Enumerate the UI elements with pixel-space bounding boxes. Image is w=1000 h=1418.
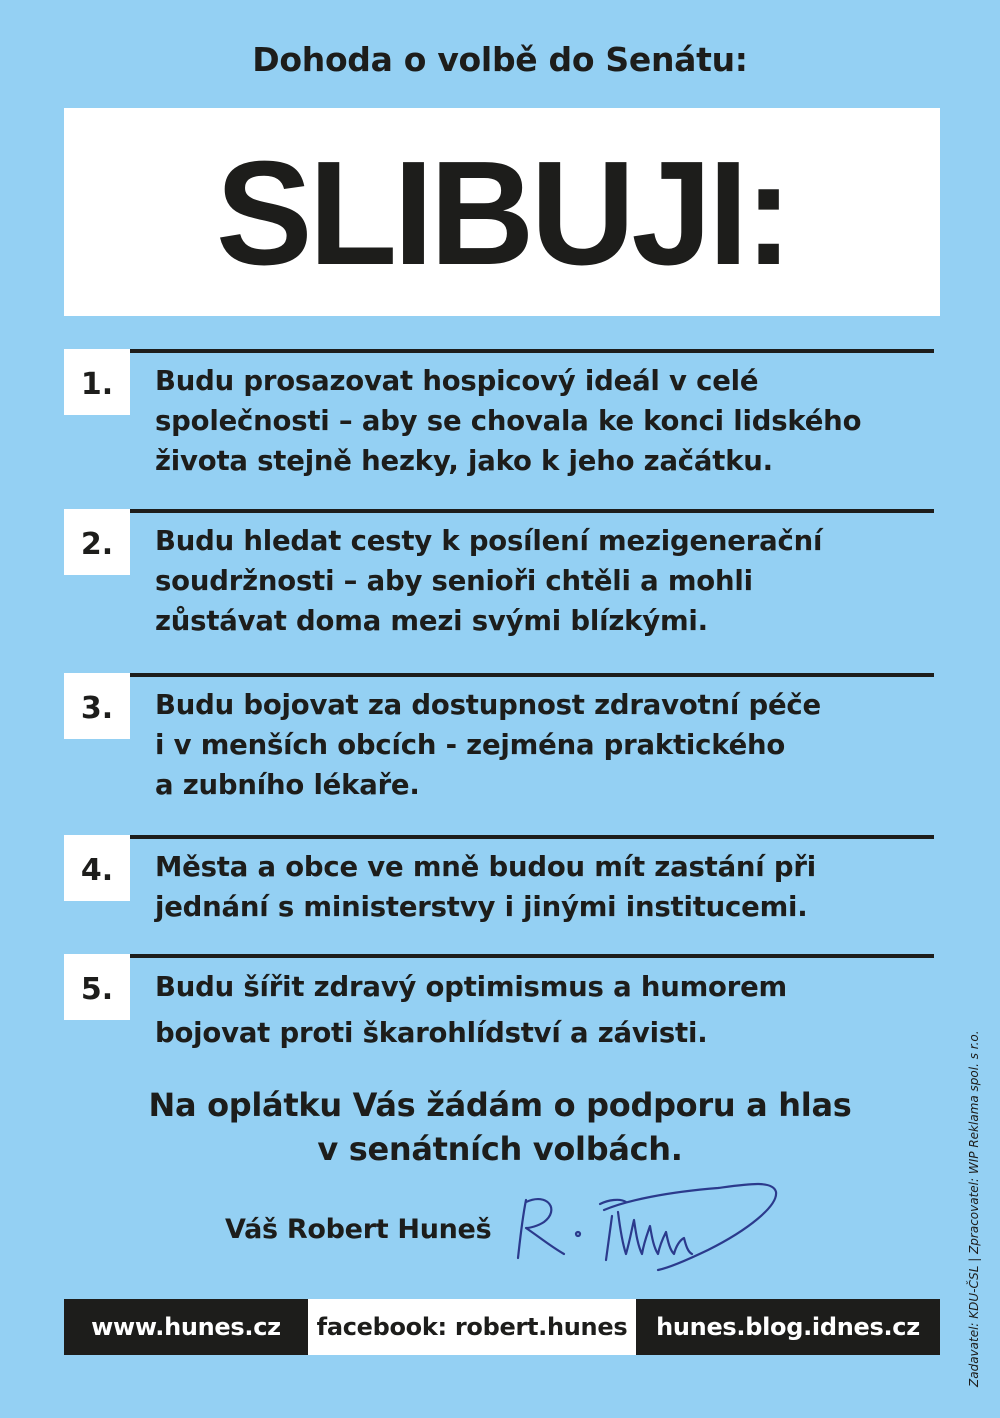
- promise-text: [155, 964, 945, 1056]
- promise-number: 1.: [80, 366, 114, 402]
- promise-line: života stejně hezky, jako k jeho začátku.: [155, 445, 773, 477]
- promise-number-box: [64, 954, 130, 1020]
- promise-number-box: [64, 509, 130, 575]
- signature-label: Váš Robert Huneš: [225, 1214, 492, 1245]
- promise-divider: [130, 954, 934, 958]
- promise-text: [155, 361, 945, 481]
- promise-text: [155, 685, 945, 805]
- blog-link[interactable]: hunes.blog.idnes.cz: [636, 1299, 940, 1355]
- promise-line: Budu hledat cesty k posílení mezigenerační: [155, 525, 823, 557]
- promise-divider: [130, 509, 934, 513]
- imprint-text: Zadavatel: KDU-ČSL | Zpracovatel: WIP Reklama spol. s r.o.: [967, 1030, 981, 1387]
- closing-line-2: v senátních volbách.: [317, 1130, 683, 1168]
- promise-number: 5.: [80, 971, 114, 1007]
- promise-divider: [130, 835, 934, 839]
- promise-line: jednání s ministerstvy i jinými institucemi.: [155, 891, 808, 923]
- promise-divider: [130, 673, 934, 677]
- promise-text: [155, 521, 945, 641]
- page-title: SLIBUJI:: [215, 131, 789, 296]
- closing-line-1: Na oplátku Vás žádám o podporu a hlas: [148, 1086, 852, 1124]
- promise-number: 3.: [80, 690, 114, 726]
- signature-strokes: [518, 1184, 776, 1270]
- promise-number-box: [64, 835, 130, 901]
- website-link[interactable]: www.hunes.cz: [64, 1299, 308, 1355]
- facebook-link[interactable]: facebook: robert.hunes: [308, 1299, 636, 1355]
- promise-line: Budu prosazovat hospicový ideál v celé: [155, 365, 759, 397]
- handwritten-signature: [508, 1170, 798, 1280]
- promise-line: zůstávat doma mezi svými blízkými.: [155, 605, 708, 637]
- promise-number: 4.: [80, 852, 114, 888]
- promise-number-box: [64, 349, 130, 415]
- promise-number-box: [64, 673, 130, 739]
- promise-number: 2.: [80, 526, 114, 562]
- promise-line: Budu šířit zdravý optimismus a humorem: [155, 971, 787, 1003]
- footer-links: [64, 1299, 940, 1355]
- promise-line: bojovat proti škarohlídství a závisti.: [155, 1017, 708, 1049]
- title-box: [64, 108, 940, 316]
- promise-divider: [130, 349, 934, 353]
- promise-text: [155, 847, 945, 927]
- promise-line: společnosti – aby se chovala ke konci lidského: [155, 405, 862, 437]
- promise-line: Města a obce ve mně budou mít zastání při: [155, 851, 816, 883]
- promise-line: a zubního lékaře.: [155, 769, 420, 801]
- promise-line: i v menších obcích - zejména praktického: [155, 729, 786, 761]
- promise-line: soudržnosti – aby senioři chtěli a mohli: [155, 565, 753, 597]
- subtitle: Dohoda o volbě do Senátu:: [252, 40, 748, 79]
- promise-line: Budu bojovat za dostupnost zdravotní péče: [155, 689, 821, 721]
- closing-appeal: [0, 1083, 1000, 1171]
